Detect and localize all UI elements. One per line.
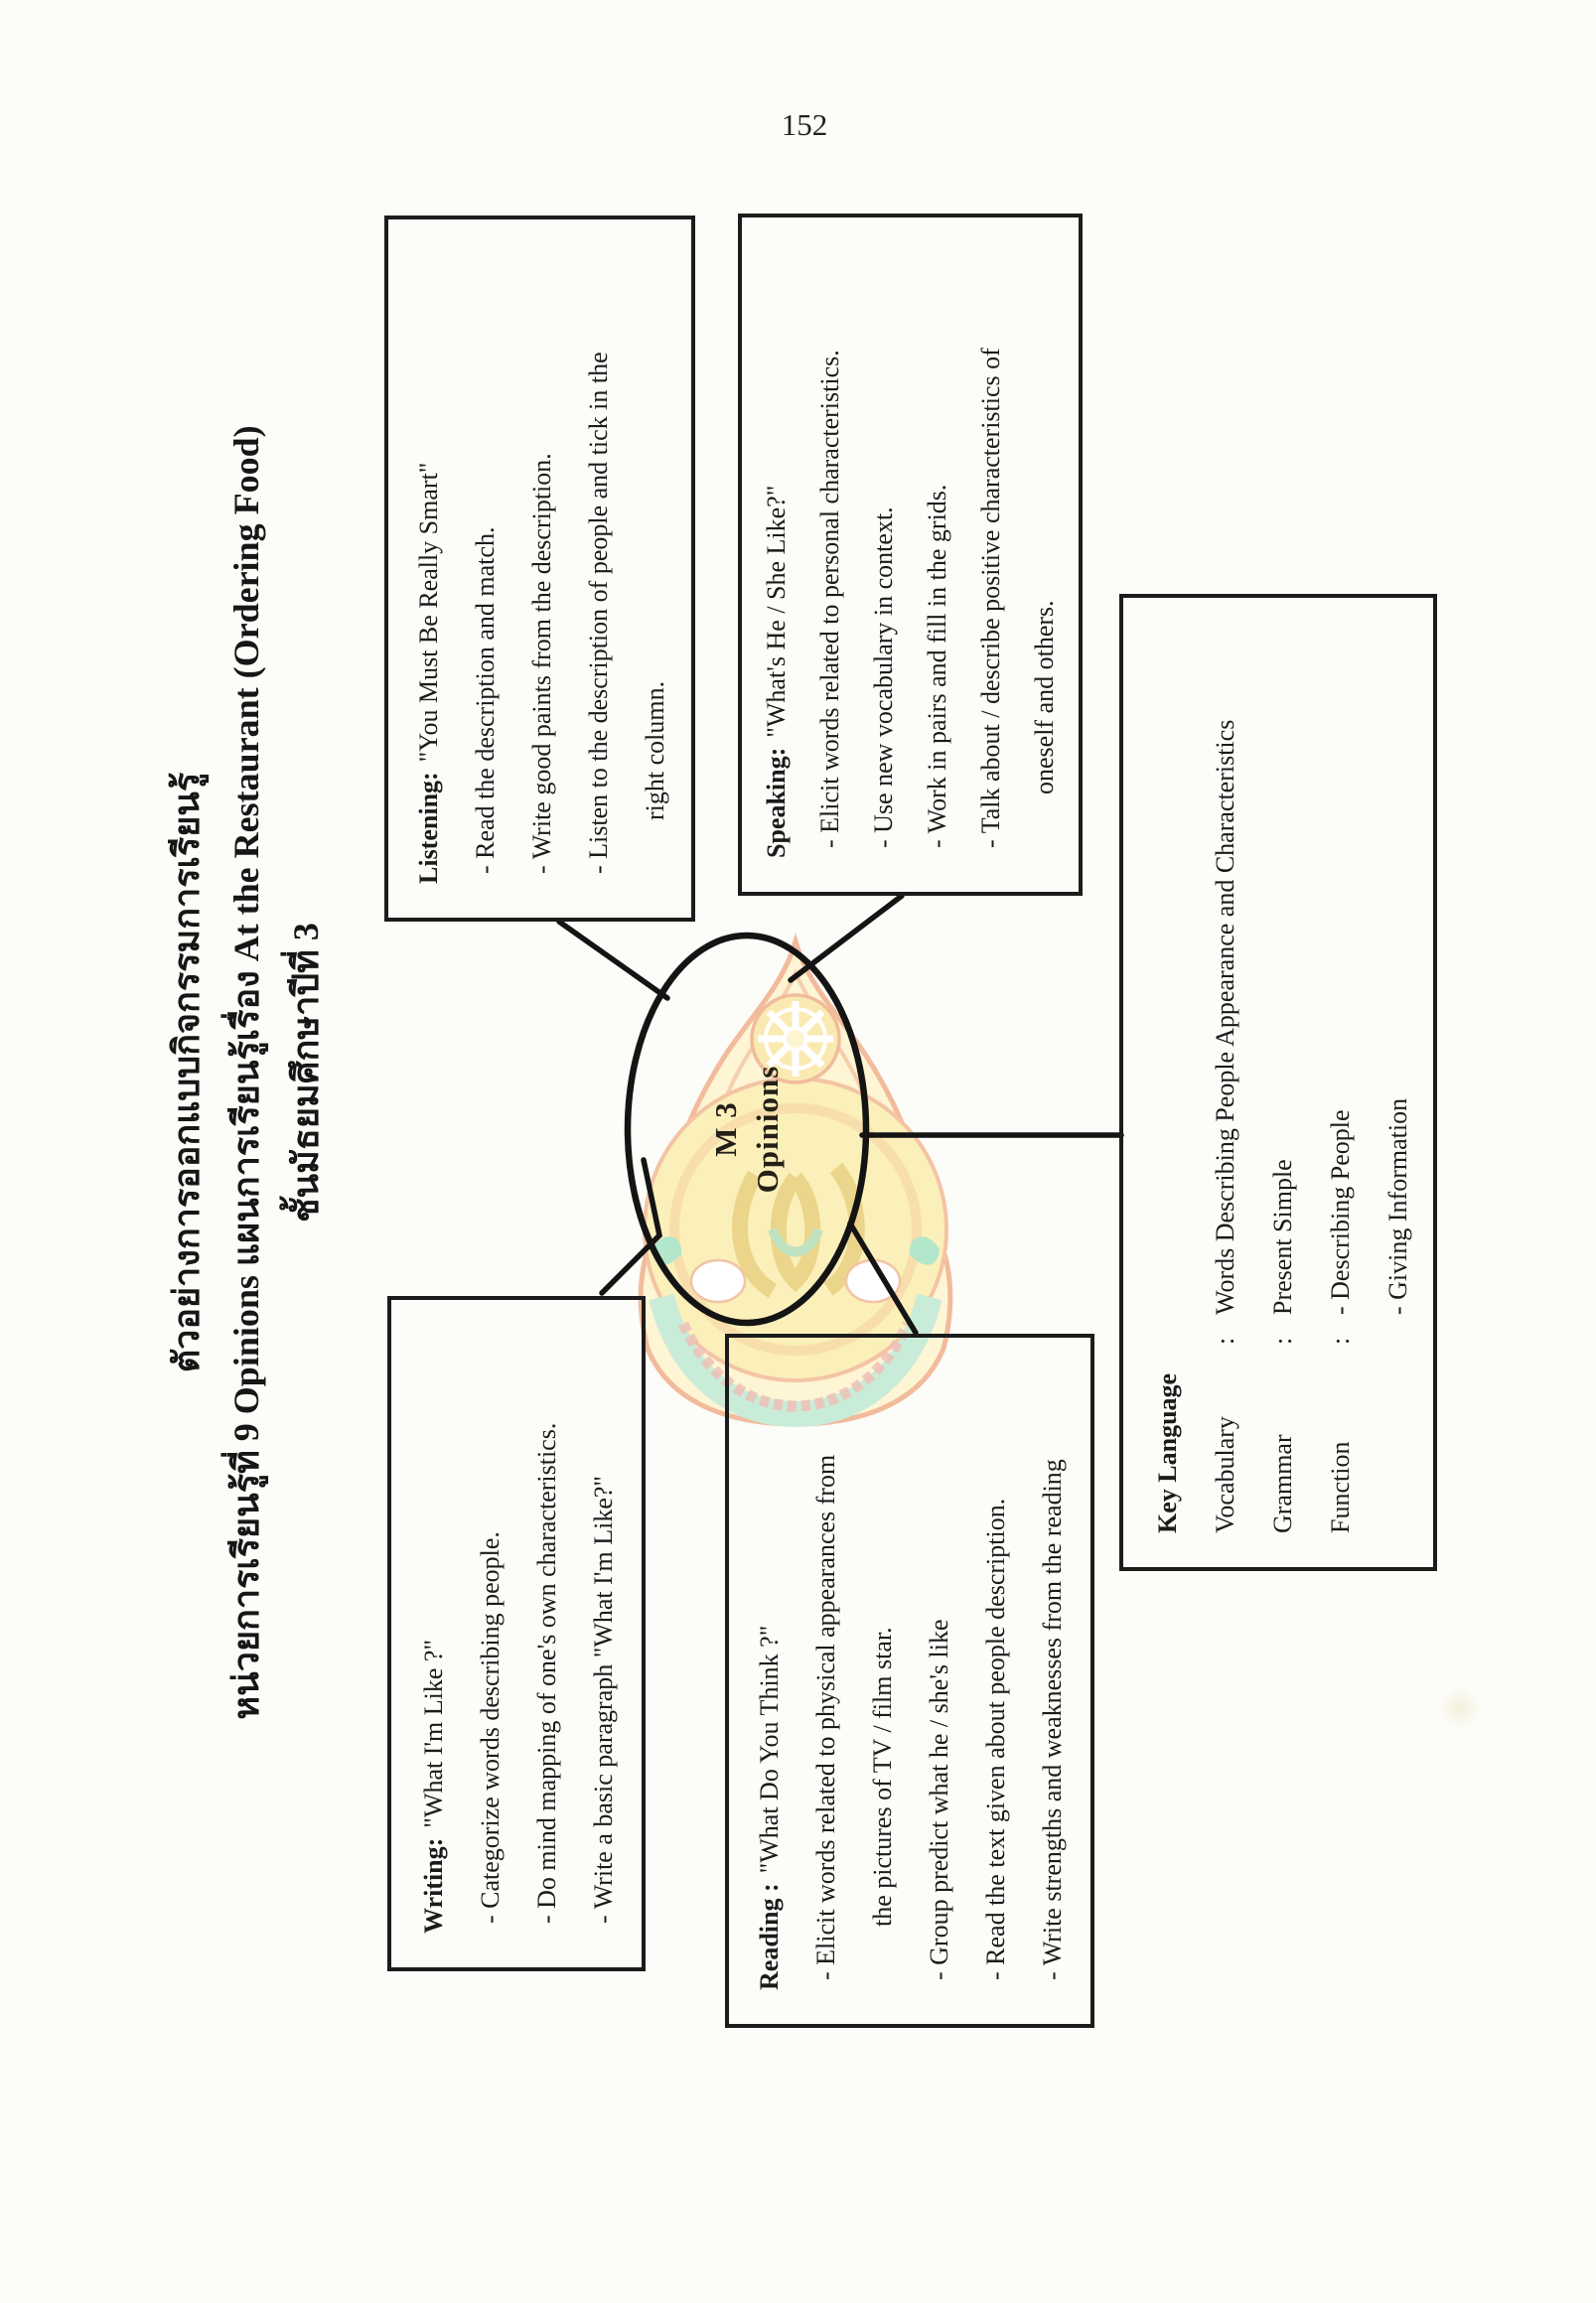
- listening-item-continuation: right column.: [641, 680, 669, 820]
- listening-item: - Write good paints from the description.: [527, 453, 556, 874]
- writing-item: - Categorize words describing people.: [476, 1531, 505, 1924]
- figure-title-line-3: ชั้นมัธยมศึกษาปีที่ 3: [286, 923, 326, 1223]
- center-node: [628, 936, 866, 1323]
- key-language-box: [1119, 594, 1437, 1571]
- listening-title-quote: "You Must Be Really Smart": [414, 462, 443, 763]
- figure-title: [157, 377, 336, 1768]
- listening-item: - Listen to the description of people and tick in the: [584, 352, 613, 874]
- key-language-row: [1254, 598, 1312, 1567]
- reading-item: - Elicit words related to physical appearances from: [811, 1454, 840, 1980]
- center-node-topic: Opinions: [750, 1065, 785, 1194]
- key-language-label: Vocabulary: [1211, 1416, 1239, 1533]
- key-language-value: - Describing People: [1326, 1109, 1355, 1315]
- page-number: 152: [781, 107, 828, 142]
- reading-item: - Write strengths and weaknesses from the reading: [1038, 1459, 1067, 1980]
- key-language-row: [1197, 598, 1254, 1567]
- listening-box: [384, 216, 695, 922]
- writing-item: - Do mind mapping of one's own characteristics.: [532, 1422, 561, 1924]
- speaking-item: - Talk about / describe positive characteristics of: [976, 348, 1005, 848]
- figure-title-line-2: หน่วยการเรียนรู้ที่ 9 Opinions แผนการเรียนรู้เรื่อง At the Restaurant (Ordering Food): [226, 425, 266, 1720]
- reading-heading-line: [741, 1338, 798, 2024]
- speaking-heading: Speaking:: [762, 747, 791, 858]
- speaking-item: - Use new vocabulary in context.: [869, 506, 898, 848]
- speaking-box: [738, 214, 1083, 896]
- listening-heading: Listening:: [414, 772, 443, 884]
- key-language-colon: :: [1268, 1337, 1297, 1345]
- key-language-value: - Giving Information: [1383, 1097, 1412, 1315]
- speaking-title-quote: "What's He / She Like?": [762, 485, 791, 738]
- reading-item: - Read the text given about people description.: [981, 1498, 1010, 1980]
- key-language-colon: :: [1211, 1337, 1239, 1345]
- reading-item: - Group predict what he / she's like: [925, 1619, 953, 1980]
- writing-heading-line: [405, 1300, 462, 1967]
- listening-item: - Read the description and match.: [471, 526, 500, 874]
- key-language-label: Grammar: [1268, 1434, 1297, 1533]
- writing-item: - Write a basic paragraph "What I'm Like?": [589, 1475, 618, 1924]
- speaking-item-continuation: oneself and others.: [1030, 600, 1059, 794]
- figure-title-line-1: ตัวอย่างการออกแบบกิจกรรมการเรียนรู้: [167, 772, 207, 1373]
- center-node-grade: M 3: [708, 1101, 743, 1157]
- reading-title-quote: "What Do You Think ?": [755, 1625, 784, 1874]
- key-language-label: Function: [1326, 1441, 1355, 1533]
- lesson-mind-map-figure: [149, 99, 1470, 2185]
- key-language-row: [1312, 598, 1370, 1567]
- reading-box: [725, 1334, 1094, 2028]
- key-language-value: Words Describing People Appearance and Characteristics: [1211, 719, 1239, 1315]
- key-language-heading: Key Language: [1153, 1372, 1182, 1533]
- reading-heading: Reading :: [755, 1883, 784, 1990]
- key-language-row: [1370, 598, 1427, 1567]
- speaking-heading-line: [750, 217, 803, 892]
- speaking-item: - Work in pairs and fill in the grids.: [923, 484, 951, 848]
- listening-heading-line: [400, 219, 457, 918]
- key-language-colon: :: [1326, 1337, 1355, 1345]
- writing-box: [387, 1296, 646, 1971]
- writing-heading: Writing:: [419, 1837, 448, 1934]
- key-language-value: Present Simple: [1268, 1159, 1297, 1315]
- reading-item-continuation: the pictures of TV / film star.: [868, 1627, 897, 1927]
- speaking-item: - Elicit words related to personal characteristics.: [815, 350, 844, 848]
- writing-title-quote: "What I'm Like ?": [419, 1639, 448, 1828]
